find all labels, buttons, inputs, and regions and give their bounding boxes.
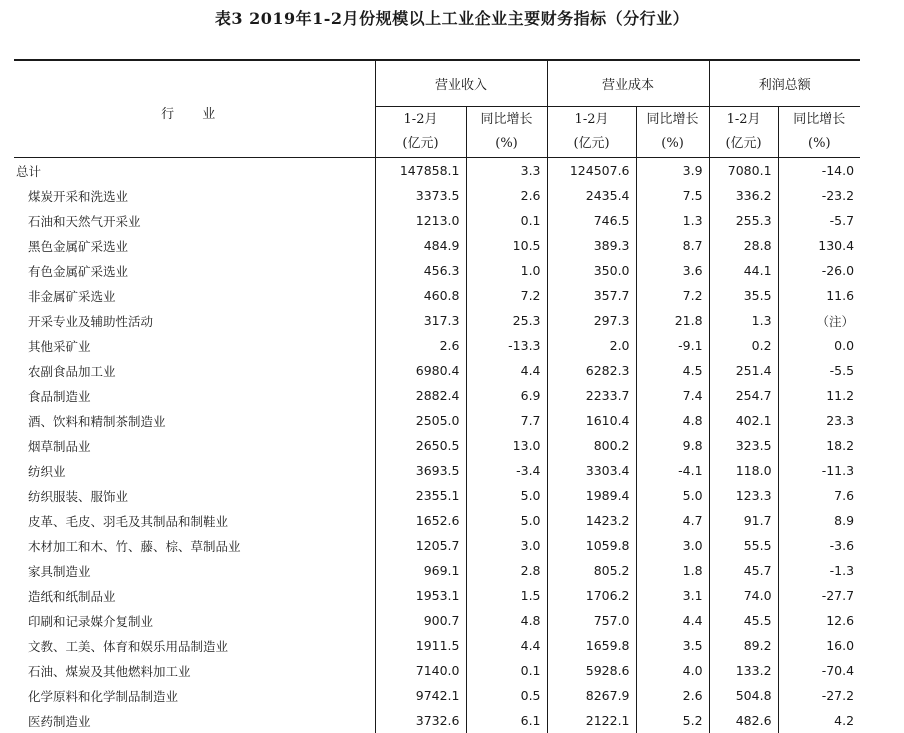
revenue-value: 456.3 — [375, 258, 466, 283]
cost-value: 1423.2 — [547, 508, 636, 533]
profit-growth: -14.0 — [778, 158, 860, 184]
profit-value: 1.3 — [709, 308, 778, 333]
table-row — [14, 433, 860, 458]
revenue-growth: 5.0 — [466, 508, 547, 533]
profit-growth: 12.6 — [778, 608, 860, 633]
profit-value: 45.7 — [709, 558, 778, 583]
industry-name: 有色金属矿采选业 — [14, 258, 375, 283]
cost-value: 805.2 — [547, 558, 636, 583]
industry-name: 医药制造业 — [14, 708, 375, 733]
cost-value: 746.5 — [547, 208, 636, 233]
profit-growth: 8.9 — [778, 508, 860, 533]
industry-name: 食品制造业 — [14, 383, 375, 408]
profit-value: 44.1 — [709, 258, 778, 283]
revenue-value: 317.3 — [375, 308, 466, 333]
cost-growth: 3.0 — [636, 533, 709, 558]
profit-growth: 0.0 — [778, 333, 860, 358]
profit-value: 45.5 — [709, 608, 778, 633]
revenue-growth: 6.1 — [466, 708, 547, 733]
industry-name: 纺织业 — [14, 458, 375, 483]
cost-value-header-line1: 1-2月 — [548, 108, 636, 132]
industry-name: 皮革、毛皮、羽毛及其制品和制鞋业 — [14, 508, 375, 533]
revenue-value: 2505.0 — [375, 408, 466, 433]
cost-value: 2435.4 — [547, 183, 636, 208]
industry-header: 行 业 — [14, 60, 375, 158]
profit-value-header-line1: 1-2月 — [710, 108, 778, 132]
profit-value: 118.0 — [709, 458, 778, 483]
cost-growth: -9.1 — [636, 333, 709, 358]
industry-name: 煤炭开采和洗选业 — [14, 183, 375, 208]
table-row — [14, 583, 860, 608]
table-row — [14, 408, 860, 433]
cost-growth: 5.0 — [636, 483, 709, 508]
industry-name: 文教、工美、体育和娱乐用品制造业 — [14, 633, 375, 658]
table-row — [14, 483, 860, 508]
cost-value: 3303.4 — [547, 458, 636, 483]
cost-growth: 4.5 — [636, 358, 709, 383]
industry-name: 石油、煤炭及其他燃料加工业 — [14, 658, 375, 683]
cost-value: 8267.9 — [547, 683, 636, 708]
cost-value: 5928.6 — [547, 658, 636, 683]
revenue-growth: 0.1 — [466, 658, 547, 683]
profit-value: 323.5 — [709, 433, 778, 458]
table-row — [14, 283, 860, 308]
cost-growth: 4.8 — [636, 408, 709, 433]
profit-value: 91.7 — [709, 508, 778, 533]
table-title: 表3 2019年1-2月份规模以上工业企业主要财务指标（分行业） — [0, 6, 904, 29]
revenue-growth: -3.4 — [466, 458, 547, 483]
cost-value: 389.3 — [547, 233, 636, 258]
cost-value: 124507.6 — [547, 158, 636, 184]
revenue-value: 3373.5 — [375, 183, 466, 208]
revenue-growth: 7.2 — [466, 283, 547, 308]
industry-name: 开采专业及辅助性活动 — [14, 308, 375, 333]
revenue-growth-header — [466, 107, 547, 158]
revenue-value: 460.8 — [375, 283, 466, 308]
revenue-growth: 2.8 — [466, 558, 547, 583]
revenue-growth: 1.5 — [466, 583, 547, 608]
profit-growth: -70.4 — [778, 658, 860, 683]
industry-name: 烟草制品业 — [14, 433, 375, 458]
industry-name: 其他采矿业 — [14, 333, 375, 358]
revenue-growth-header-line2: (%) — [467, 132, 547, 156]
cost-value: 2122.1 — [547, 708, 636, 733]
revenue-value: 6980.4 — [375, 358, 466, 383]
cost-value: 350.0 — [547, 258, 636, 283]
industry-name: 家具制造业 — [14, 558, 375, 583]
industry-name: 黑色金属矿采选业 — [14, 233, 375, 258]
table-row — [14, 258, 860, 283]
profit-growth: 7.6 — [778, 483, 860, 508]
profit-value: 55.5 — [709, 533, 778, 558]
revenue-value: 2882.4 — [375, 383, 466, 408]
revenue-growth: 10.5 — [466, 233, 547, 258]
industry-name: 木材加工和木、竹、藤、棕、草制品业 — [14, 533, 375, 558]
cost-growth-header — [636, 107, 709, 158]
industry-name: 酒、饮料和精制茶制造业 — [14, 408, 375, 433]
profit-value-header — [709, 107, 778, 158]
profit-value: 28.8 — [709, 233, 778, 258]
profit-value: 402.1 — [709, 408, 778, 433]
profit-growth: -1.3 — [778, 558, 860, 583]
profit-value: 133.2 — [709, 658, 778, 683]
table-row — [14, 533, 860, 558]
revenue-value-header — [375, 107, 466, 158]
profit-growth: -26.0 — [778, 258, 860, 283]
profit-growth-header-line1: 同比增长 — [779, 108, 861, 132]
cost-growth: 3.5 — [636, 633, 709, 658]
cost-value: 757.0 — [547, 608, 636, 633]
cost-value: 1989.4 — [547, 483, 636, 508]
revenue-growth: 3.0 — [466, 533, 547, 558]
profit-growth: 18.2 — [778, 433, 860, 458]
revenue-value: 2.6 — [375, 333, 466, 358]
profit-value: 251.4 — [709, 358, 778, 383]
revenue-value: 484.9 — [375, 233, 466, 258]
revenue-value: 1953.1 — [375, 583, 466, 608]
cost-value-header-line2: (亿元) — [548, 132, 636, 156]
profit-value: 482.6 — [709, 708, 778, 733]
profit-value: 123.3 — [709, 483, 778, 508]
cost-growth: -4.1 — [636, 458, 709, 483]
revenue-growth-header-line1: 同比增长 — [467, 108, 547, 132]
revenue-value: 900.7 — [375, 608, 466, 633]
cost-growth: 7.2 — [636, 283, 709, 308]
revenue-growth: 25.3 — [466, 308, 547, 333]
industry-name: 农副食品加工业 — [14, 358, 375, 383]
profit-growth: -3.6 — [778, 533, 860, 558]
cost-group-header: 营业成本 — [547, 60, 709, 107]
cost-growth: 8.7 — [636, 233, 709, 258]
revenue-value: 147858.1 — [375, 158, 466, 184]
cost-growth: 4.7 — [636, 508, 709, 533]
industry-name: 石油和天然气开采业 — [14, 208, 375, 233]
table-row — [14, 683, 860, 708]
table-row — [14, 658, 860, 683]
profit-growth: -23.2 — [778, 183, 860, 208]
profit-growth: 16.0 — [778, 633, 860, 658]
profit-value: 254.7 — [709, 383, 778, 408]
revenue-value: 1213.0 — [375, 208, 466, 233]
table-row — [14, 508, 860, 533]
table-row — [14, 233, 860, 258]
financial-table-container — [14, 59, 860, 733]
table-row — [14, 333, 860, 358]
cost-value-header — [547, 107, 636, 158]
profit-value: 74.0 — [709, 583, 778, 608]
cost-value: 6282.3 — [547, 358, 636, 383]
cost-value: 800.2 — [547, 433, 636, 458]
revenue-growth: 0.1 — [466, 208, 547, 233]
cost-value: 297.3 — [547, 308, 636, 333]
revenue-value: 3693.5 — [375, 458, 466, 483]
revenue-growth: 1.0 — [466, 258, 547, 283]
revenue-value: 1652.6 — [375, 508, 466, 533]
revenue-growth: 4.8 — [466, 608, 547, 633]
revenue-growth: 4.4 — [466, 633, 547, 658]
profit-growth: 11.2 — [778, 383, 860, 408]
table-row — [14, 183, 860, 208]
profit-growth: -27.2 — [778, 683, 860, 708]
profit-growth: 11.6 — [778, 283, 860, 308]
cost-value: 2.0 — [547, 333, 636, 358]
revenue-group-header: 营业收入 — [375, 60, 547, 107]
cost-value: 1059.8 — [547, 533, 636, 558]
profit-growth: -5.7 — [778, 208, 860, 233]
profit-value: 35.5 — [709, 283, 778, 308]
cost-growth: 1.3 — [636, 208, 709, 233]
cost-growth: 9.8 — [636, 433, 709, 458]
profit-growth-header — [778, 107, 860, 158]
cost-growth: 7.5 — [636, 183, 709, 208]
table-row — [14, 158, 860, 184]
revenue-growth: 5.0 — [466, 483, 547, 508]
revenue-growth: 4.4 — [466, 358, 547, 383]
profit-growth: 23.3 — [778, 408, 860, 433]
revenue-growth: 2.6 — [466, 183, 547, 208]
profit-growth: -27.7 — [778, 583, 860, 608]
profit-growth: （注） — [778, 308, 860, 333]
table-header — [14, 60, 860, 158]
table-row — [14, 383, 860, 408]
profit-growth: -11.3 — [778, 458, 860, 483]
table-row — [14, 708, 860, 733]
cost-growth: 3.6 — [636, 258, 709, 283]
profit-value: 504.8 — [709, 683, 778, 708]
industry-name: 印刷和记录媒介复制业 — [14, 608, 375, 633]
cost-growth-header-line2: (%) — [637, 132, 709, 156]
revenue-growth: 6.9 — [466, 383, 547, 408]
industry-name: 化学原料和化学制品制造业 — [14, 683, 375, 708]
cost-growth: 4.4 — [636, 608, 709, 633]
cost-growth: 3.9 — [636, 158, 709, 184]
profit-growth-header-line2: (%) — [779, 132, 861, 156]
profit-value-header-line2: (亿元) — [710, 132, 778, 156]
revenue-growth: 0.5 — [466, 683, 547, 708]
profit-growth: 4.2 — [778, 708, 860, 733]
revenue-value: 969.1 — [375, 558, 466, 583]
revenue-value: 2650.5 — [375, 433, 466, 458]
revenue-growth: 13.0 — [466, 433, 547, 458]
profit-value: 7080.1 — [709, 158, 778, 184]
table-row — [14, 558, 860, 583]
profit-value: 89.2 — [709, 633, 778, 658]
cost-value: 1706.2 — [547, 583, 636, 608]
cost-growth: 3.1 — [636, 583, 709, 608]
revenue-value: 9742.1 — [375, 683, 466, 708]
revenue-value: 3732.6 — [375, 708, 466, 733]
revenue-growth: 3.3 — [466, 158, 547, 184]
cost-growth: 4.0 — [636, 658, 709, 683]
cost-value: 1610.4 — [547, 408, 636, 433]
table-row — [14, 458, 860, 483]
industry-name: 造纸和纸制品业 — [14, 583, 375, 608]
table-row — [14, 308, 860, 333]
profit-value: 0.2 — [709, 333, 778, 358]
revenue-value: 1205.7 — [375, 533, 466, 558]
revenue-value-header-line1: 1-2月 — [376, 108, 466, 132]
cost-growth: 21.8 — [636, 308, 709, 333]
table-row — [14, 208, 860, 233]
cost-value: 1659.8 — [547, 633, 636, 658]
profit-growth: 130.4 — [778, 233, 860, 258]
cost-growth: 1.8 — [636, 558, 709, 583]
profit-value: 255.3 — [709, 208, 778, 233]
table-row — [14, 633, 860, 658]
industry-name: 纺织服装、服饰业 — [14, 483, 375, 508]
cost-growth: 2.6 — [636, 683, 709, 708]
revenue-value: 7140.0 — [375, 658, 466, 683]
financial-indicators-table — [14, 59, 860, 733]
profit-value: 336.2 — [709, 183, 778, 208]
revenue-value: 2355.1 — [375, 483, 466, 508]
cost-growth-header-line1: 同比增长 — [637, 108, 709, 132]
revenue-growth: 7.7 — [466, 408, 547, 433]
cost-value: 357.7 — [547, 283, 636, 308]
revenue-growth: -13.3 — [466, 333, 547, 358]
cost-growth: 7.4 — [636, 383, 709, 408]
cost-growth: 5.2 — [636, 708, 709, 733]
industry-name: 总计 — [14, 158, 375, 184]
cost-value: 2233.7 — [547, 383, 636, 408]
table-body — [14, 158, 860, 733]
revenue-value-header-line2: (亿元) — [376, 132, 466, 156]
table-row — [14, 358, 860, 383]
table-row — [14, 608, 860, 633]
profit-group-header: 利润总额 — [709, 60, 860, 107]
industry-name: 非金属矿采选业 — [14, 283, 375, 308]
revenue-value: 1911.5 — [375, 633, 466, 658]
profit-growth: -5.5 — [778, 358, 860, 383]
